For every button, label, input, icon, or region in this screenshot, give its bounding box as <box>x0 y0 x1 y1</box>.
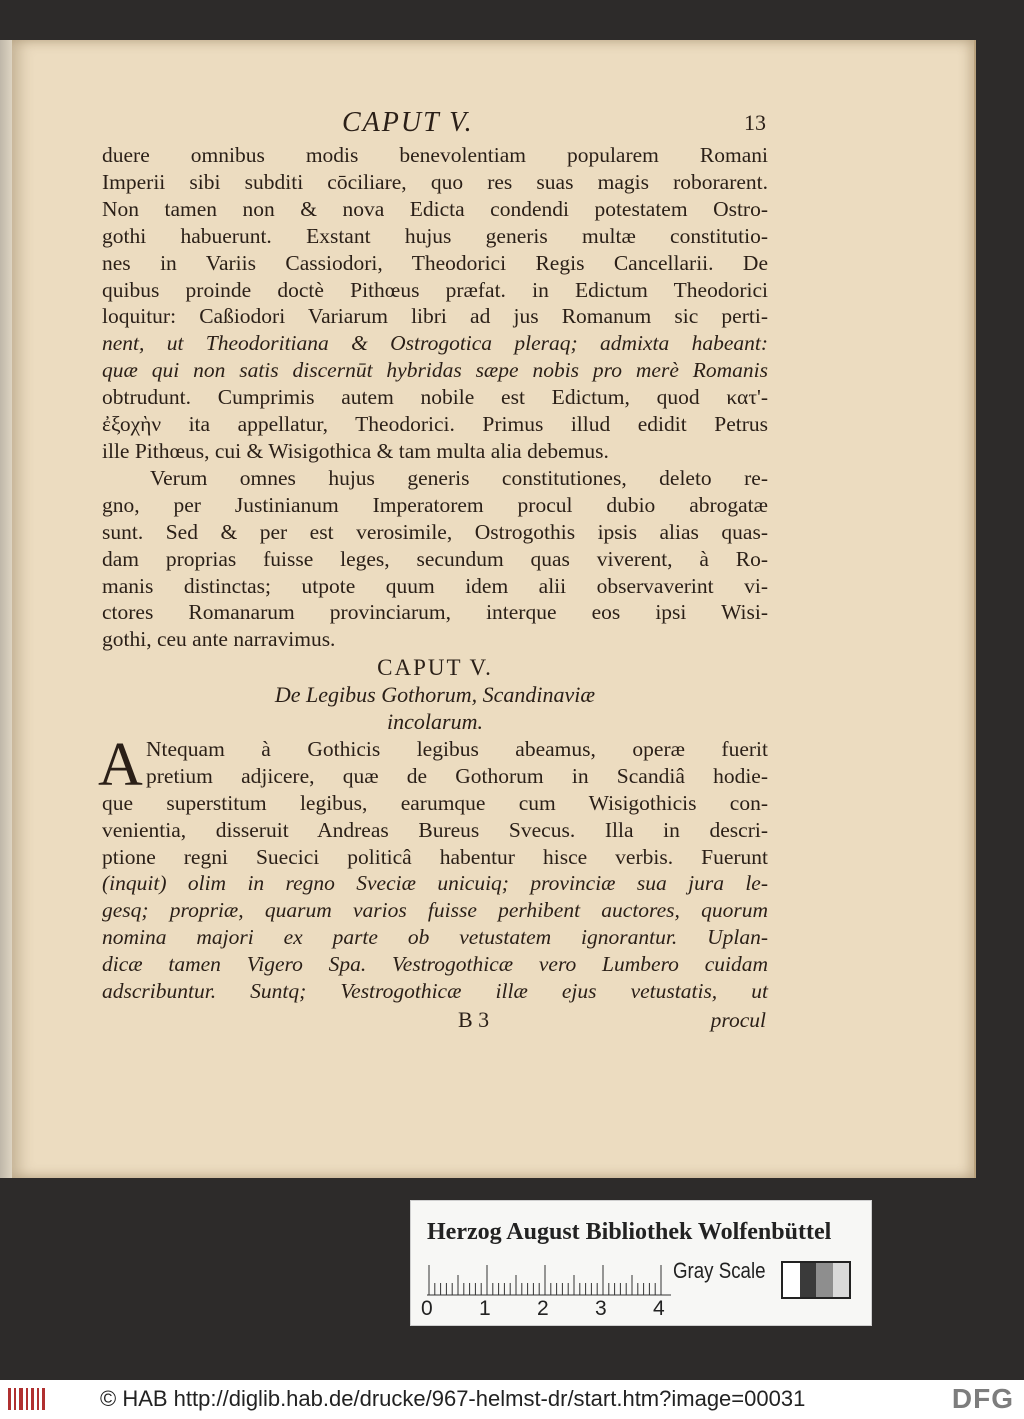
running-head-title: CAPUT V. <box>342 107 474 138</box>
text-line: gothi habuerunt. Exstant hujus generis multæ constitutio- <box>102 223 768 248</box>
running-head <box>102 108 768 142</box>
gray-scale-label: Gray Scale <box>673 1258 766 1283</box>
ruler-icon <box>427 1261 671 1297</box>
ruler-number: 0 <box>421 1297 433 1320</box>
text-line: ptione regni Suecici politicâ habentur hisce verbis. Fuerunt <box>102 844 768 869</box>
ruler-number: 1 <box>479 1297 491 1320</box>
paragraph-2 <box>102 465 768 653</box>
text-line: dicæ tamen Vigero Spa. Vestrogothicæ vero Lumbero cuidam <box>102 952 768 977</box>
text-line: sunt. Sed & per est verosimile, Ostrogothis ipsis alias quas- <box>102 519 768 544</box>
viewer-footer <box>0 1380 1024 1419</box>
page-text <box>98 107 768 1037</box>
text-line: loquitur: Caßiodori Variarum libri ad jus Romanum sic perti- <box>102 304 768 329</box>
page-foot <box>102 1007 768 1037</box>
text-line: nent, ut Theodoritiana & Ostrogotica pleraq; admixta habeant: <box>102 331 768 356</box>
text-line: gesq; propriæ, quarum varios fuisse perhibent auctores, quorum <box>102 898 768 923</box>
page-number: 13 <box>744 110 766 135</box>
gray-swatch <box>800 1263 817 1297</box>
chapter-subtitle-cont: incolarum. <box>387 709 483 735</box>
chapter-heading: CAPUT V. <box>377 655 493 681</box>
gray-scale-swatches <box>781 1261 851 1299</box>
gray-swatch <box>783 1263 800 1297</box>
text-line: obtrudunt. Cumprimis autem nobile est Edictum, quod κατ'- <box>102 385 768 410</box>
gray-swatch <box>816 1263 833 1297</box>
dfg-logo: DFG <box>951 1383 1014 1414</box>
text-line: ἐξοχὴν ita appellatur, Theodorici. Primus illud edidit Petrus <box>102 412 768 437</box>
paragraph-3 <box>98 730 768 1005</box>
text-line: ille Pithœus, cui & Wisigothica & tam multa alia debemus. <box>102 438 609 463</box>
text-line: Ntequam à Gothicis legibus abeamus, operæ fuerit <box>146 736 768 761</box>
ruler-number: 2 <box>537 1297 549 1320</box>
ruler-number: 3 <box>595 1297 607 1320</box>
ruler-numbers <box>411 1297 691 1321</box>
text-line: dam proprias fuisse leges, secundum quas viverent, à Ro- <box>102 546 768 571</box>
text-line: ctores Romanarum provinciarum, interque eos ipsi Wisi- <box>102 600 768 625</box>
library-name: Herzog August Bibliothek Wolfenbüttel <box>427 1219 832 1245</box>
text-line: gno, per Justinianum Imperatorem procul dubio abrogatæ <box>102 492 768 517</box>
text-line: nes in Variis Cassiodori, Theodorici Regis Cancellarii. De <box>102 250 768 275</box>
text-line: gothi, ceu ante narravimus. <box>102 627 336 652</box>
text-line: manis distinctas; utpote quum idem alii observaverint vi- <box>102 573 768 598</box>
chapter-subtitle: De Legibus Gothorum, Scandinaviæ <box>274 682 596 708</box>
catchword: procul <box>710 1008 766 1032</box>
copyright-link[interactable]: © HAB http://diglib.hab.de/drucke/967-helmst-dr/start.htm?image=00031 <box>100 1386 806 1411</box>
text-line: duere omnibus modis benevolentiam popularem Romani <box>102 143 768 167</box>
text-line: que superstitum legibus, earumque cum Wisigothicis con- <box>102 790 768 815</box>
page-left-edge <box>0 40 12 1178</box>
text-line: nomina majori ex parte ob vetustatem ignorantur. Uplan- <box>102 925 768 950</box>
drop-cap: A <box>98 730 143 799</box>
paragraph-1 <box>102 142 768 465</box>
ruler-number: 4 <box>653 1297 665 1320</box>
text-line: Non tamen non & nova Edicta condendi potestatem Ostro- <box>102 196 768 221</box>
color-target-card <box>410 1200 872 1326</box>
text-line: Verum omnes hujus generis constitutiones, deleto re- <box>150 465 768 490</box>
text-line: adscribuntur. Suntq; Vestrogothicæ illæ ejus vetustatis, ut <box>102 979 768 1004</box>
text-line: pretium adjicere, quæ de Gothorum in Scandiâ hodie- <box>146 763 768 788</box>
gray-swatch <box>833 1263 850 1297</box>
barcode-icon <box>6 1384 48 1414</box>
signature-mark: B 3 <box>458 1007 490 1032</box>
text-line: Imperii sibi subditi cōciliare, quo res suas magis roborarent. <box>102 169 768 194</box>
text-line: (inquit) olim in regno Sveciæ unicuiq; provinciæ sua jura le- <box>102 871 768 896</box>
text-line: venientia, disseruit Andreas Bureus Svecus. Illa in descri- <box>102 817 768 842</box>
text-line: quæ qui non satis discernūt hybridas sæpe nobis pro merè Romanis <box>102 358 768 383</box>
text-line: quibus proinde doctè Pithœus præfat. in Edictum Theodorici <box>102 277 768 302</box>
